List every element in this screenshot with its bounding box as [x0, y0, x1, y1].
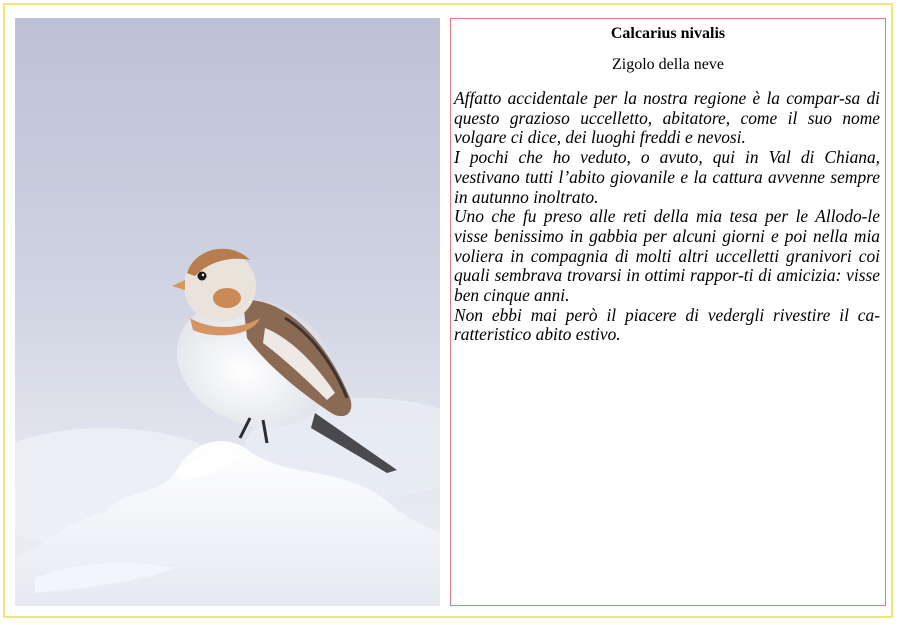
paragraph: Affatto accidentale per la nostra regione è la compar-sa di questo grazioso uccelletto, abitatore, come il suo nome volgare ci dice, dei luoghi freddi e nevosi. — [454, 88, 880, 148]
text-panel — [450, 18, 886, 606]
common-name: Zigolo della neve — [612, 56, 724, 73]
scientific-name: Calcarius nivalis — [610, 25, 726, 42]
snow-bunting-photo — [15, 18, 440, 606]
paragraph: Non ebbi mai però il piacere di vedergli rivestire il ca-ratteristico abito estivo. — [454, 304, 880, 345]
description-text — [454, 89, 880, 345]
paragraph: I pochi che ho veduto, o avuto, qui in Val di Chiana, vestivano tutti l’abito giovanile e la cattura avvenne sempre in autunno inoltrato. — [454, 147, 880, 207]
paragraph: Uno che fu preso alle reti della mia tesa per le Allodo-le visse benissimo in gabbia per alcuni giorni e poi nella mia voliera in compagnia di molti altri uccelletti granivori coi quali sembrava trovarsi in ottimi rappor-ti di amicizia: visse ben cinque anni. — [454, 206, 880, 306]
